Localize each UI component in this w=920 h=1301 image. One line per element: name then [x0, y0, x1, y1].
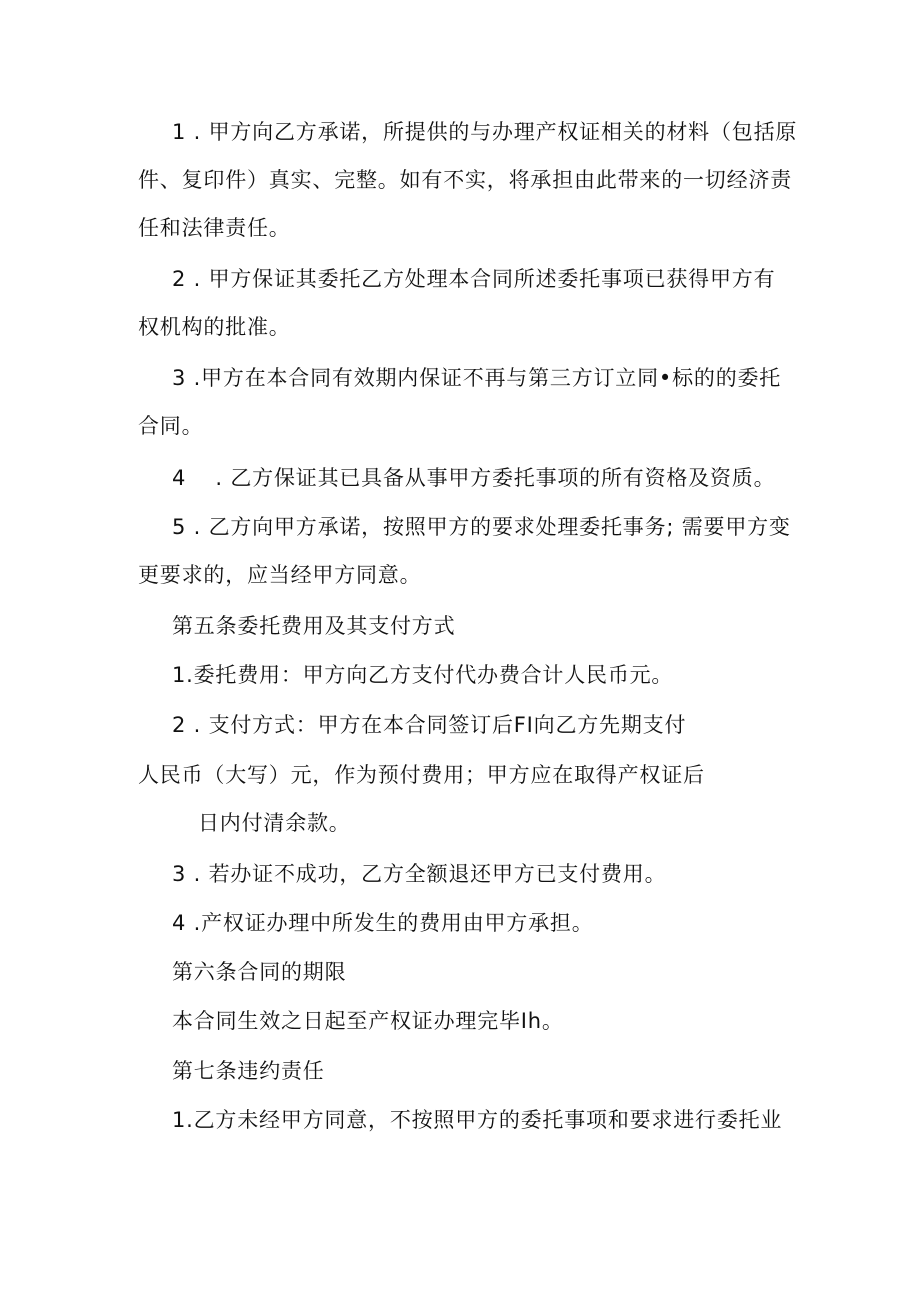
clause-1-line-1: 1 . 甲方向乙方承诺，所提供的与办理产权证相关的材料（包括原: [172, 120, 798, 144]
clause-2-line-1: 2 . 甲方保证其委托乙方处理本合同所述委托事项已获得甲方有: [172, 267, 776, 291]
fee-clause-4: 4 .产权证办理中所发生的费用由甲方承担。: [172, 911, 594, 935]
clause-4-line-1: 4 . 乙方保证其已具备从事甲方委托事项的所有资格及资质。: [172, 466, 776, 490]
term-clause: 本合同生效之日起至产权证办理完毕Ih。: [172, 1009, 564, 1033]
clause-5-line-1: 5 . 乙方向甲方承诺，按照甲方的要求处理委托事务; 需要甲方变: [172, 515, 791, 539]
clause-3-line-1: 3 .甲方在本合同有效期内保证不再与第三方订立同•标的的委托: [172, 366, 782, 390]
fee-clause-2-line-3: 日内付清余款。: [198, 811, 351, 835]
fee-clause-3: 3 . 若办证不成功，乙方全额退还甲方已支付费用。: [172, 862, 667, 886]
article-5-heading: 第五条委托费用及其支付方式: [172, 614, 456, 638]
fee-clause-2-line-2: 人民币（大写）元，作为预付费用；甲方应在取得产权证后: [138, 763, 705, 787]
clause-1-line-2: 件、复印件）真实、完整。如有不实，将承担由此带来的一切经济责: [138, 168, 792, 192]
fee-clause-1: 1.委托费用：甲方向乙方支付代办费合计人民币元。: [172, 663, 674, 687]
clause-2-line-2: 权机构的批准。: [138, 315, 291, 339]
clause-5-line-2: 更要求的，应当经甲方同意。: [138, 563, 422, 587]
article-7-heading: 第七条违约责任: [172, 1059, 325, 1083]
fee-clause-2-line-1: 2 . 支付方式：甲方在本合同签订后FI向乙方先期支付: [172, 713, 687, 737]
clause-3-line-2: 合同。: [138, 414, 204, 438]
clause-1-line-3: 任和法律责任。: [138, 216, 291, 240]
article-6-heading: 第六条合同的期限: [172, 960, 347, 984]
liability-clause-1-line-1: 1.乙方未经甲方同意，不按照甲方的委托事项和要求进行委托业: [172, 1108, 783, 1132]
